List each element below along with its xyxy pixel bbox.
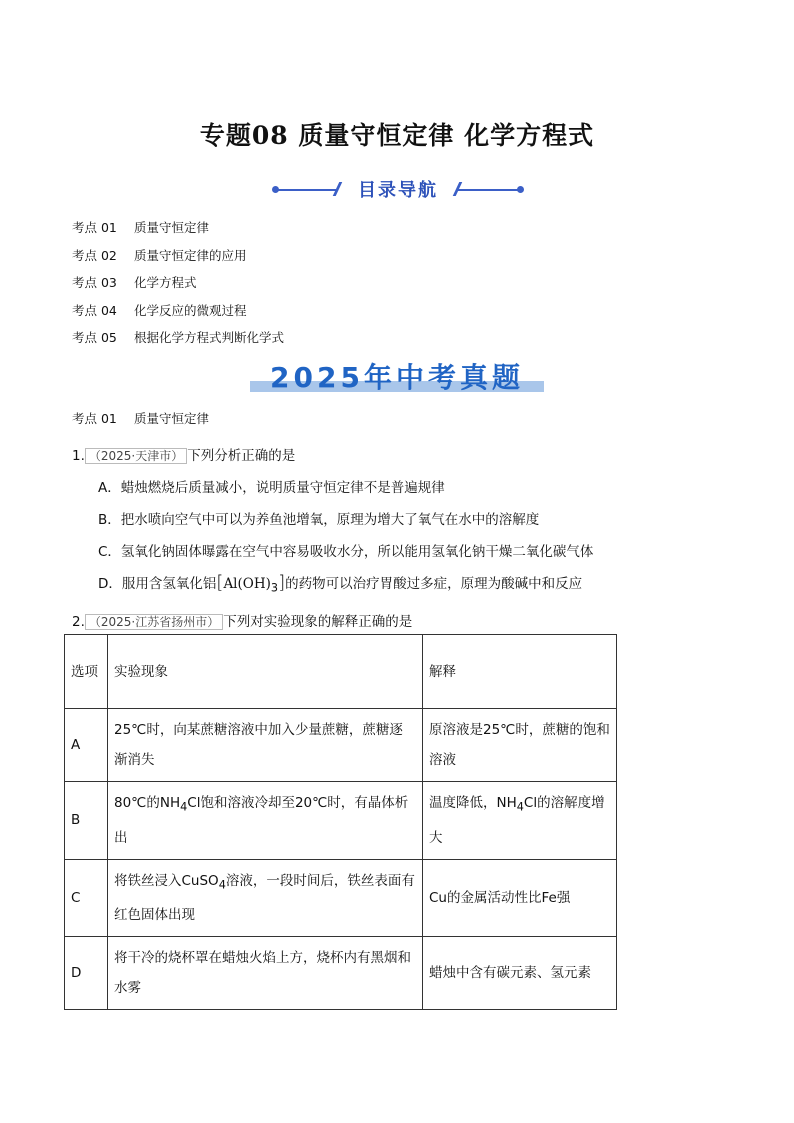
nav-line-left	[278, 189, 338, 191]
toc-key: 考点 03	[72, 275, 117, 290]
q1-option-b[interactable]: B．把水喷向空气中可以为养鱼池增氧，原理为增大了氧气在水中的溶解度	[98, 512, 540, 528]
text: 溶液，一段时间后，铁丝表面有红色固体出现	[114, 872, 415, 924]
table-cell-observation: 25℃时，向某蔗糖溶液中加入少量蔗糖，蔗糖逐渐消失	[108, 709, 423, 782]
question-source: （2025·江苏省扬州市）	[85, 614, 223, 630]
nav-banner	[272, 176, 524, 204]
question-source: （2025·天津市）	[85, 448, 187, 464]
text: Cl饱和溶液冷却至20℃时，有晶体析出	[114, 795, 409, 846]
text: 80℃的NH	[114, 795, 181, 811]
toc-label: 根据化学方程式判断化学式	[134, 330, 285, 345]
toc-item[interactable]	[72, 273, 284, 301]
question-1-stem	[72, 444, 295, 464]
formula-subscript: 3	[270, 581, 279, 595]
toc-label: 质量守恒定律的应用	[134, 247, 247, 263]
table-header-cell: 实验现象	[108, 635, 423, 709]
toc-item[interactable]	[72, 246, 284, 274]
table-cell-observation	[108, 782, 423, 860]
question-text: 下列对实验现象的解释正确的是	[223, 614, 413, 630]
toc-label: 化学反应的微观过程	[134, 302, 247, 318]
formula: Al(OH)	[223, 576, 271, 592]
table-cell-option: B	[65, 782, 108, 860]
table-row[interactable]	[65, 859, 617, 937]
section-key: 考点 01	[72, 411, 117, 426]
question-number: 1.	[72, 448, 85, 464]
text: 将铁丝浸入CuSO	[114, 872, 219, 889]
toc-key: 考点 01	[72, 220, 117, 235]
table-cell-option: D	[65, 937, 108, 1010]
toc-item[interactable]	[72, 218, 284, 246]
table-row[interactable]	[65, 937, 617, 1010]
text: Cl的溶解度增大	[429, 795, 605, 846]
question-number: 2.	[72, 614, 85, 630]
section-heading	[72, 409, 209, 427]
year-banner-text: 2025年中考真题	[270, 361, 524, 394]
question-2-stem	[72, 610, 412, 630]
q1-option-d[interactable]	[98, 572, 582, 595]
table-cell-option: C	[65, 859, 108, 937]
table-cell-explanation: Cu的金属活动性比Fe强	[423, 859, 617, 937]
toc-key: 考点 05	[72, 330, 117, 345]
answer-table	[64, 634, 617, 1010]
q1-option-a[interactable]: A．蜡烛燃烧后质量减小，说明质量守恒定律不是普遍规律	[98, 480, 445, 496]
toc-label: 质量守恒定律	[134, 220, 210, 235]
table-header-cell: 解释	[423, 635, 617, 709]
nav-dot-right	[517, 186, 524, 193]
nav-label: 目录导航	[358, 180, 438, 201]
right-bracket: ]	[278, 572, 286, 593]
toc-item[interactable]	[72, 301, 284, 329]
option-d-text-pre: D．服用含氢氧化铝	[98, 576, 217, 592]
table-of-contents	[72, 218, 284, 356]
table-row[interactable]	[65, 709, 617, 782]
toc-key: 考点 04	[72, 302, 117, 318]
left-bracket: [	[216, 572, 224, 593]
subscript: 4	[516, 800, 524, 814]
table-cell-explanation	[423, 782, 617, 860]
q1-option-c[interactable]: C．氢氧化钠固体曝露在空气中容易吸收水分，所以能用氢氧化钠干燥二氧化碳气体	[98, 544, 594, 560]
year-banner	[250, 356, 544, 394]
table-cell-observation: 将干冷的烧杯罩在蜡烛火焰上方，烧杯内有黑烟和水雾	[108, 937, 423, 1010]
table-cell-explanation: 原溶液是25℃时，蔗糖的饱和溶液	[423, 709, 617, 782]
toc-key: 考点 02	[72, 247, 117, 263]
section-label: 质量守恒定律	[134, 411, 210, 426]
table-header-row	[65, 635, 617, 709]
page-title: 专题08 质量守恒定律 化学方程式	[199, 121, 595, 150]
table-cell-option: A	[65, 709, 108, 782]
text: 温度降低，NH	[429, 795, 517, 811]
nav-line-right	[458, 189, 518, 191]
table-cell-explanation: 蜡烛中含有碳元素、氢元素	[423, 937, 617, 1010]
table-header-cell: 选项	[65, 635, 108, 709]
table-row[interactable]	[65, 782, 617, 860]
table-cell-observation	[108, 859, 423, 937]
subscript: 4	[218, 878, 226, 892]
toc-label: 化学方程式	[134, 275, 197, 290]
question-text: 下列分析正确的是	[187, 448, 296, 464]
option-d-text-post: 的药物可以治疗胃酸过多症，原理为酸碱中和反应	[285, 576, 583, 592]
toc-item[interactable]	[72, 328, 284, 356]
subscript: 4	[180, 800, 188, 814]
